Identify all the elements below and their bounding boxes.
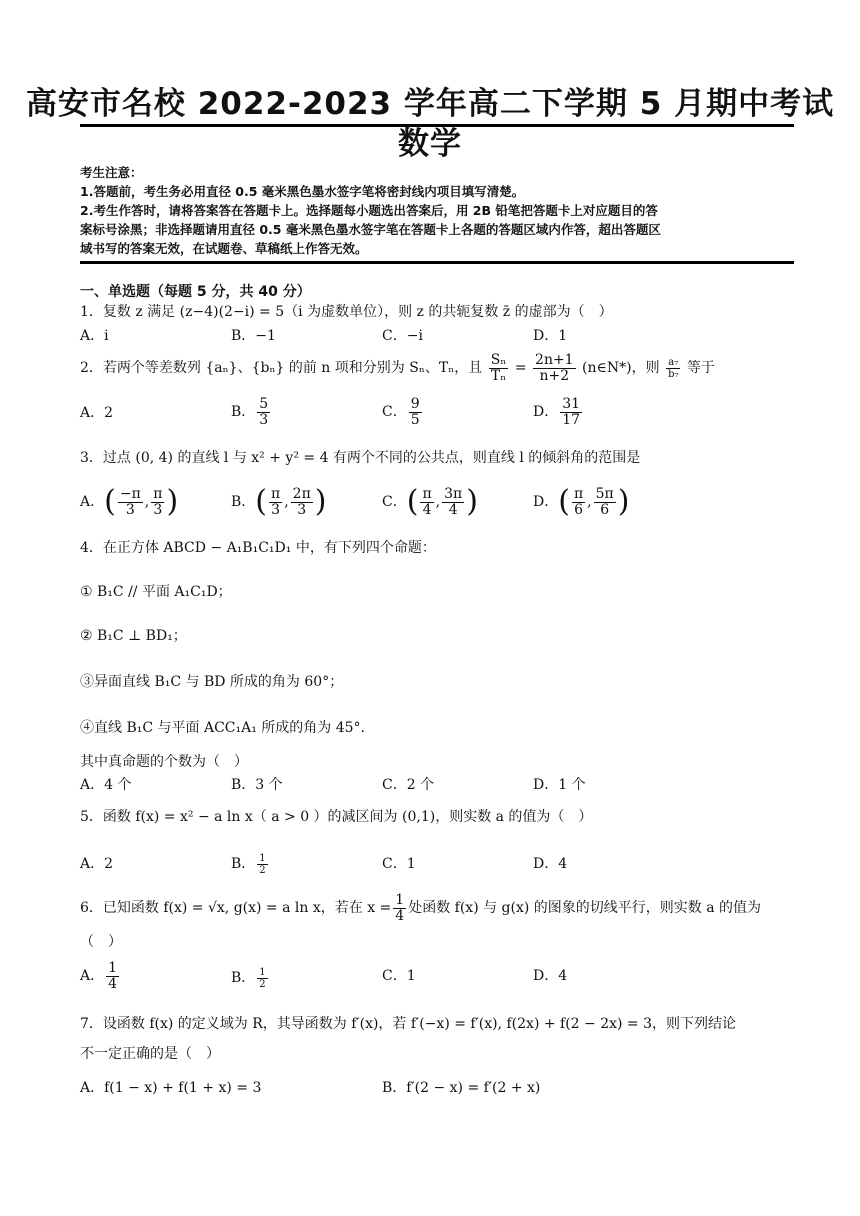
q6-option-a: A． $\frac{1}{4}$ (80, 959, 118, 992)
question-4-stem: 4．在正方体 ABCD − A₁B₁C₁D₁ 中，有下列四个命题： (80, 540, 436, 556)
q4-proposition-4: ④直线 B₁C 与平面 ACC₁A₁ 所成的角为 45°. (80, 720, 365, 736)
q6-option-b: B． $\frac{1}{2}$ (231, 966, 266, 990)
exam-subject: 数学 (398, 126, 462, 162)
q2-option-b: B． $\frac{5}{3}$ (231, 395, 269, 428)
section-heading: 一、单选题（每题 5 分，共 40 分） (80, 284, 311, 300)
notice-item: 域书写的答案无效，在试题卷、草稿纸上作答无效。 (80, 241, 368, 256)
q2-ratio-ab: $\frac{\text{a₇}}{\text{b₇}}$ (668, 356, 679, 380)
candidate-notice (80, 163, 794, 258)
q2-option-a: A．2 (80, 405, 114, 421)
question-6-stem: 6．已知函数 f(x) = √x, g(x) = a ln x，若在 x = $\frac{1}{4}$ 处函数 f(x) 与 g(x) 的图象的切线平行，则实数 a 的值为 (80, 891, 762, 924)
q6-option-d: D．4 (533, 968, 568, 984)
notice-rule (80, 261, 794, 264)
q7-option-b: B．f′(2 − x) = f′(2 + x) (382, 1080, 541, 1096)
q3-option-b: B．( $\frac{\pi}{3}$ , $\frac{2\pi}{3}$ ) (231, 484, 327, 519)
q2-option-c: C． $\frac{9}{5}$ (382, 395, 420, 428)
notice-heading: 考生注意： (80, 165, 143, 180)
question-5-stem: 5．函数 f(x) = x² − a ln x（ a > 0 ）的减区间为 (0,1)，则实数 a 的值为（ ） (80, 809, 593, 825)
q2-ratio-rhs: $\frac{2n+1}{n+2}$ (535, 351, 574, 384)
question-2-stem: 2．若两个等差数列 {aₙ}、{bₙ} 的前 n 项和分别为 Sₙ、Tₙ，且 $\frac{\text{Sₙ}}{\text{Tₙ}}$ = $\frac{2n+1}{n+2}$ (n∈N*)，则 $\frac{\text{a₇}}{\text{b₇}}$ 等于 (80, 351, 715, 384)
exam-title: 高安市名校 2022-2023 学年高二下学期 5 月期中考试 (25, 86, 835, 122)
q5-option-d: D．4 (533, 856, 568, 872)
q5-option-b: B． $\frac{1}{2}$ (231, 852, 266, 876)
q1-option-a: A．i (80, 328, 109, 344)
q4-proposition-3: ③异面直线 B₁C 与 BD 所成的角为 60°； (80, 674, 344, 690)
notice-item: 2.考生作答时，请将答案答在答题卡上。选择题每小题选出答案后，用 2B 铅笔把答题卡上对应题目的答 (80, 203, 658, 218)
q2-ratio-st: $\frac{\text{Sₙ}}{\text{Tₙ}}$ (490, 351, 507, 384)
q3-option-d: D．( $\frac{\pi}{6}$ , $\frac{5\pi}{6}$ ) (533, 484, 630, 519)
q1-option-b: B．−1 (231, 328, 276, 344)
q1-option-d: D．1 (533, 328, 568, 344)
q4-option-a: A．4 个 (80, 777, 132, 793)
q5-option-a: A．2 (80, 856, 114, 872)
q3-option-a: A．( $\frac{-\pi}{3}$ , $\frac{\pi}{3}$ ) (80, 484, 179, 519)
q7-option-a: A．f(1 − x) + f(1 + x) = 3 (80, 1080, 262, 1096)
notice-item: 案标号涂黑；非选择题请用直径 0.5 毫米黑色墨水签字笔在答题卡上各题的答题区域内作答，超出答题区 (80, 222, 661, 237)
q2-option-d: D． $\frac{31}{17}$ (533, 395, 581, 428)
q4-ask: 其中真命题的个数为（ ） (80, 754, 248, 770)
q3-option-c: C．( $\frac{\pi}{4}$ , $\frac{3\pi}{4}$ ) (382, 484, 478, 519)
q5-option-c: C．1 (382, 856, 416, 872)
q4-option-d: D．1 个 (533, 777, 586, 793)
q6-option-c: C．1 (382, 968, 416, 984)
q4-proposition-1: ① B₁C // 平面 A₁C₁D； (80, 584, 232, 600)
q2-text: 2．若两个等差数列 {aₙ}、{bₙ} 的前 n 项和分别为 Sₙ、Tₙ，且 (80, 360, 483, 376)
question-7-stem-cont: 不一定正确的是（ ） (80, 1046, 220, 1062)
q4-option-c: C．2 个 (382, 777, 435, 793)
question-3-stem: 3．过点 (0, 4) 的直线 l 与 x² + y² = 4 有两个不同的公共点，则直线 l 的倾斜角的范围是 (80, 450, 641, 466)
q6-paren: （ ） (80, 934, 122, 950)
question-7-stem: 7．设函数 f(x) 的定义域为 R，其导函数为 f′(x)，若 f′(−x) = f′(x), f(2x) + f(2 − 2x) = 3，则下列结论 (80, 1016, 737, 1032)
notice-item: 1.答题前，考生务必用直径 0.5 毫米黑色墨水签字笔将密封线内项目填写清楚。 (80, 184, 525, 199)
q4-option-b: B．3 个 (231, 777, 283, 793)
question-1-stem: 1．复数 z 满足 (z−4)(2−i) = 5（i 为虚数单位），则 z 的共轭复数 z̄ 的虚部为（ ） (80, 304, 613, 320)
q4-proposition-2: ② B₁C ⊥ BD₁； (80, 628, 187, 644)
q1-option-c: C．−i (382, 328, 423, 344)
